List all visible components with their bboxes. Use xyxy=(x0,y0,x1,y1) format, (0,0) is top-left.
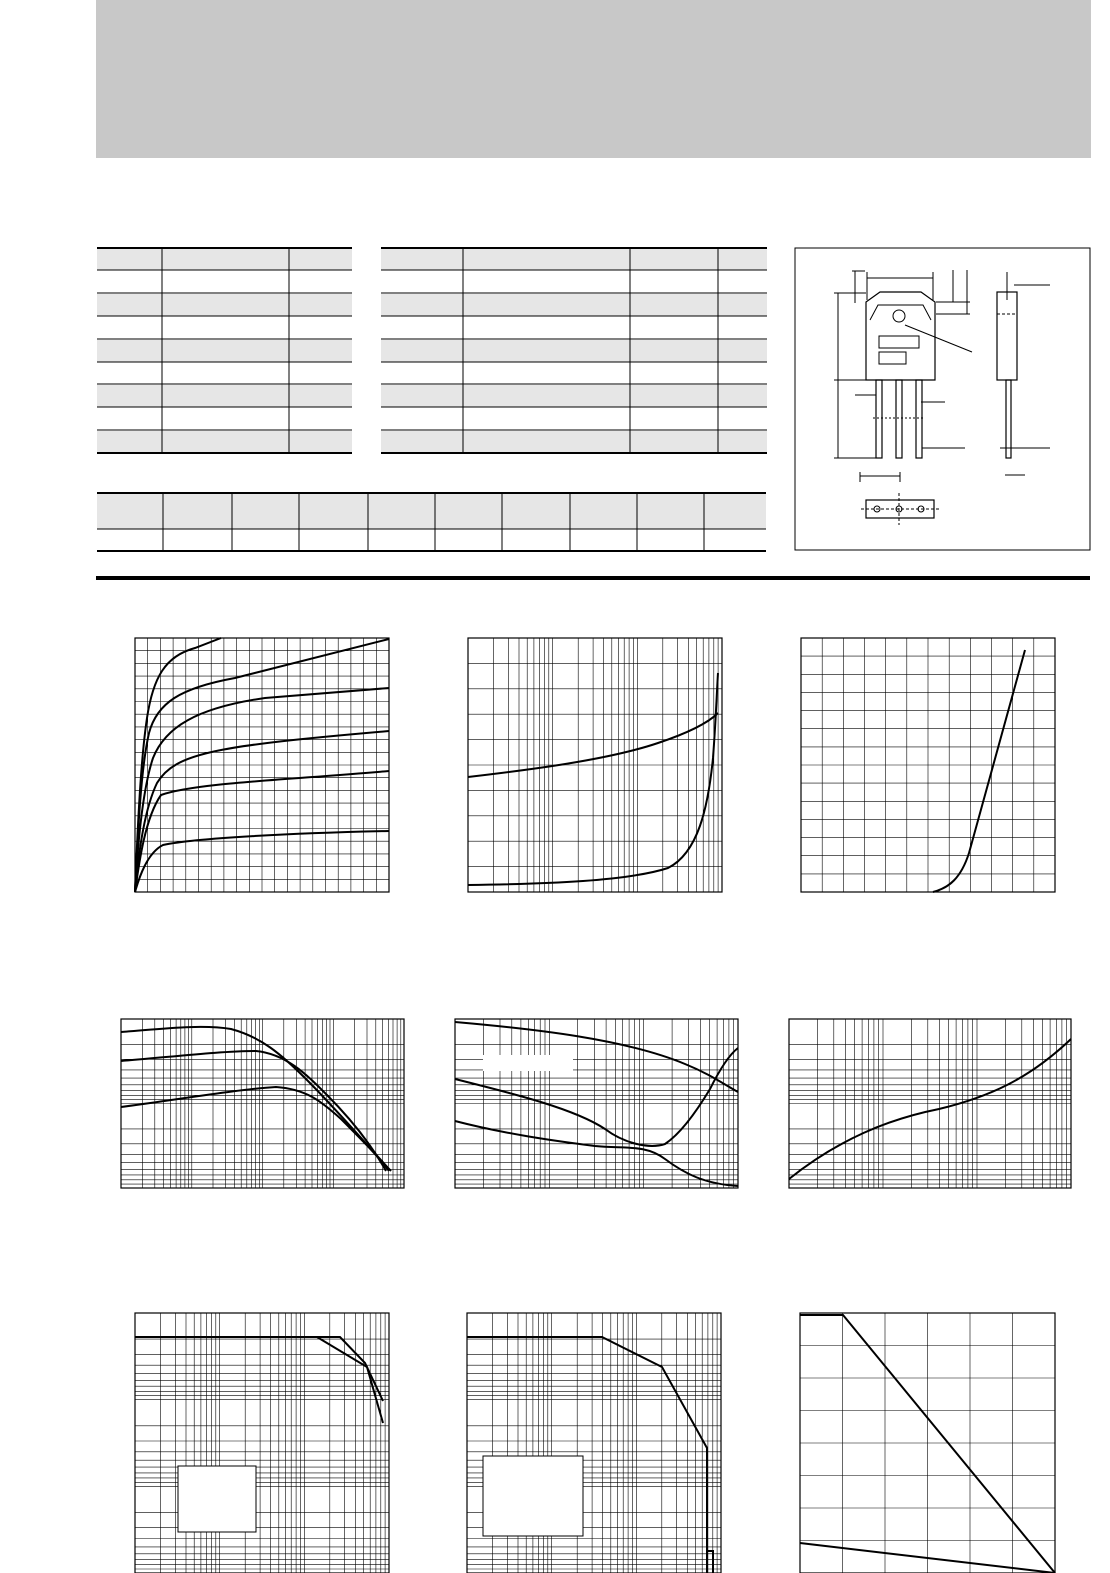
series-line-1 xyxy=(135,1337,383,1423)
chart-1 xyxy=(135,638,389,892)
legend-box xyxy=(178,1466,256,1532)
chart-6 xyxy=(789,1019,1071,1188)
series-line-2 xyxy=(121,1051,386,1171)
chart-7 xyxy=(135,1313,389,1573)
chart-2 xyxy=(468,638,722,892)
plot-frame xyxy=(135,1313,389,1573)
chart-5 xyxy=(455,1019,738,1188)
annotation-mask xyxy=(483,1055,573,1071)
chart-9 xyxy=(800,1313,1055,1573)
series-line-1 xyxy=(467,1337,707,1573)
series-line-3 xyxy=(455,1121,738,1186)
legend-box xyxy=(483,1456,583,1536)
series-line-1 xyxy=(121,1027,391,1171)
chart-4 xyxy=(121,1019,404,1188)
chart-3 xyxy=(801,638,1055,892)
chart-8 xyxy=(467,1313,721,1573)
series-line-1 xyxy=(789,1039,1071,1179)
